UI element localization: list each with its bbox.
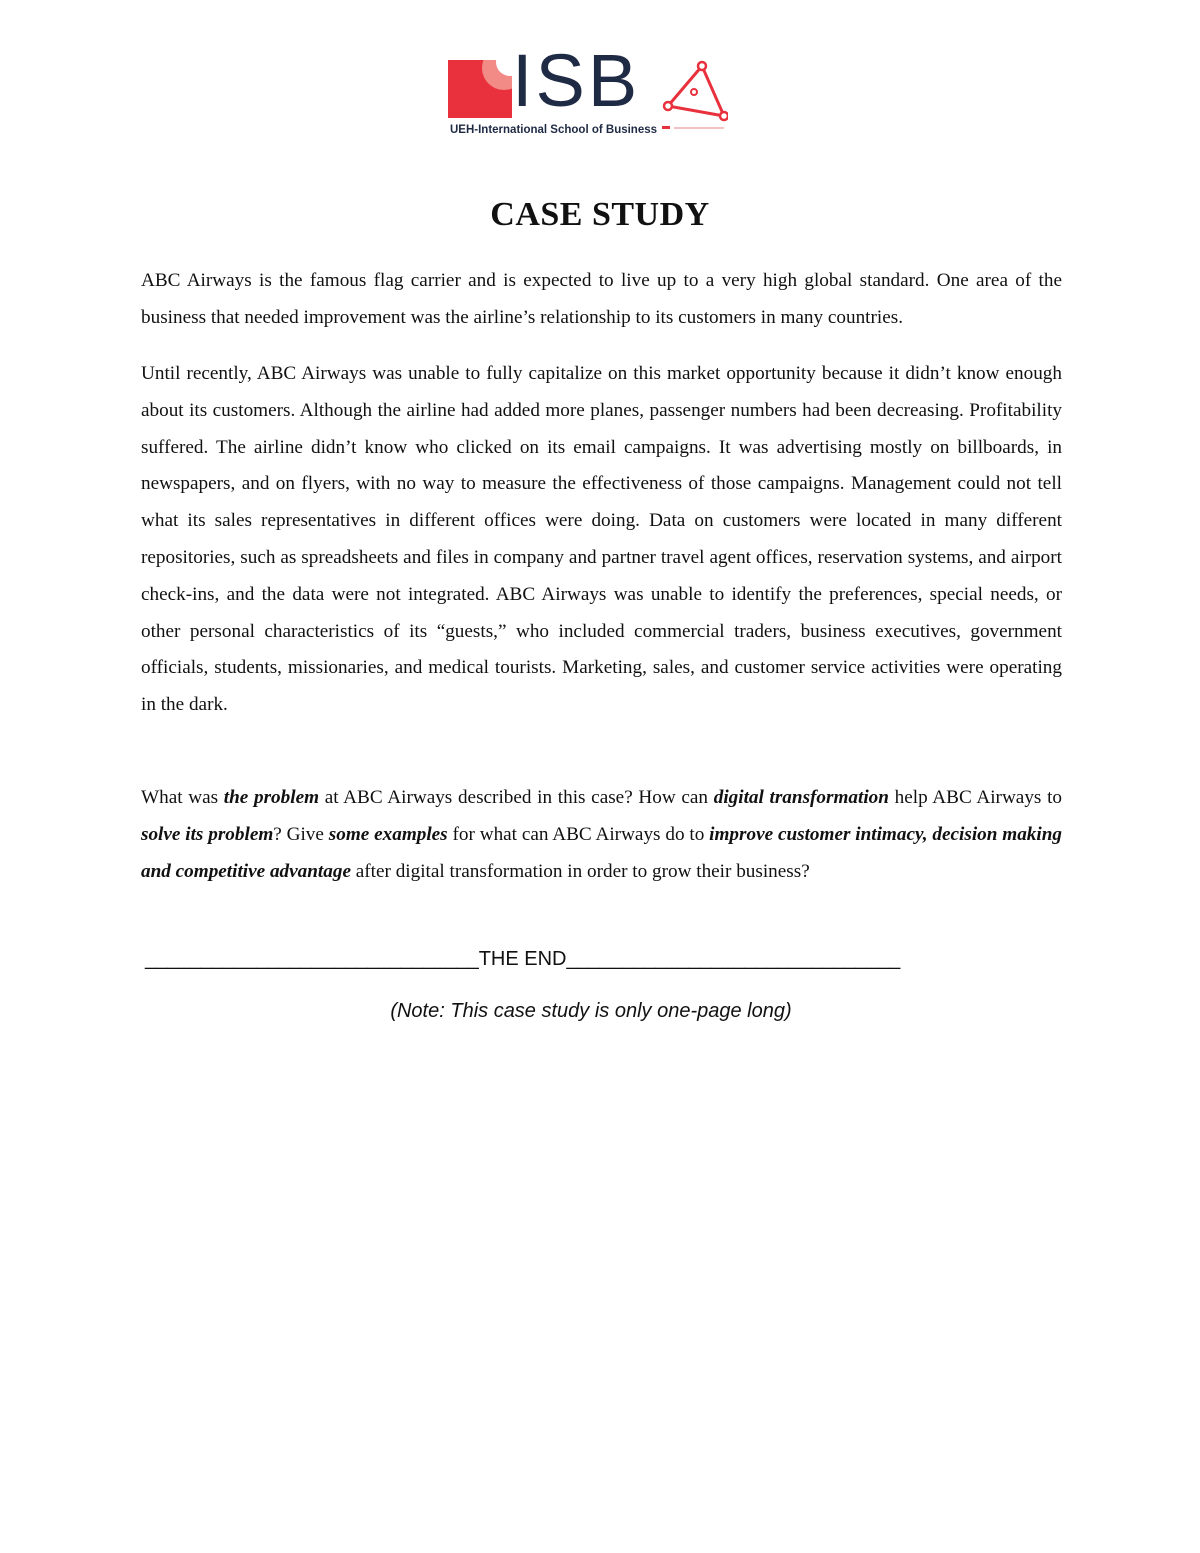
end-rule-left: ______________________________ [145, 948, 479, 970]
isb-logo-text: ISB [512, 39, 641, 122]
triangle-network-icon [662, 58, 728, 140]
paragraph-background: Until recently, ABC Airways was unable to fully capitalize on this market opportunity because it didn’t know enough about its customers. Although the airline had added more planes, passenger numbers had been decreasing. Profitability suffered. The airline didn’t know who clicked on its email campaigns. It was advertising mostly on billboards, in newspapers, and on flyers, with no way to measure the effectiveness of those campaigns. Management could not tell what its sales representatives in different offices were doing. Data on customers were located in many different repositories, such as spreadsheets and files in company and partner travel agent offices, reservation systems, and airport check-ins, and the data were not integrated. ABC Airways was unable to identify the preferences, special needs, or other personal characteristics of its “guests,” who included commercial traders, business executives, government officials, students, missionaries, and medical tourists. Marketing, sales, and customer service activities were operating in the dark. [141, 363, 1062, 716]
question-emphasis: digital transformation [713, 787, 889, 808]
isb-logo [448, 39, 738, 140]
isb-logo-subtitle: UEH-International School of Business [450, 124, 658, 136]
paragraph-question [141, 780, 1062, 890]
paragraph-intro: ABC Airways is the famous flag carrier and is expected to live up to a very high global standard. One area of the business that needed improvement was the airline’s relationship to its customers in many countries. [141, 270, 1062, 328]
question-emphasis: some examples [328, 823, 448, 845]
end-marker [145, 948, 1045, 971]
question-emphasis: the problem [223, 787, 320, 808]
question-text: help ABC Airways to [888, 787, 1062, 808]
question-text: for what can ABC Airways do to [447, 823, 710, 845]
question-text: ? Give [273, 823, 329, 845]
end-rule-right: ______________________________ [566, 948, 901, 970]
question-emphasis: solve its problem [141, 823, 274, 845]
question-emphasis: improve customer intimacy, decision making and competitive advantage [141, 823, 1062, 882]
isb-logo-mark-icon [448, 60, 512, 118]
footnote: (Note: This case study is only one-page long) [390, 1000, 792, 1022]
question-text: after digital transformation in order to grow their business? [350, 860, 810, 882]
question-text: at ABC Airways described in this case? How can [319, 787, 714, 808]
page-title: CASE STUDY [490, 196, 710, 233]
end-label: THE END [478, 948, 567, 970]
question-text: What was [141, 787, 224, 808]
